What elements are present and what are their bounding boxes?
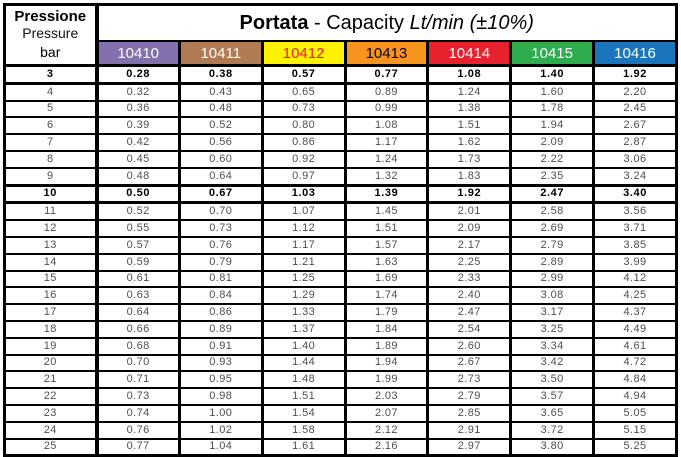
capacity-value: 3.65 (511, 405, 594, 422)
table-row (5, 237, 677, 254)
capacity-value: 1.29 (262, 287, 345, 304)
pressure-value: 9 (5, 168, 97, 185)
capacity-value: 1.92 (428, 185, 511, 203)
table-row (5, 371, 677, 388)
capacity-value: 3.40 (594, 185, 677, 203)
capacity-value: 0.70 (97, 355, 180, 372)
pressure-value: 10 (5, 185, 97, 203)
capacity-value: 0.55 (97, 220, 180, 237)
capacity-value: 2.17 (428, 237, 511, 254)
capacity-value: 0.64 (97, 304, 180, 321)
capacity-value: 1.73 (428, 151, 511, 168)
capacity-value: 1.37 (262, 321, 345, 338)
capacity-value: 0.99 (345, 101, 428, 118)
table-row (5, 101, 677, 118)
capacity-value: 0.93 (179, 355, 262, 372)
capacity-value: 2.20 (594, 83, 677, 100)
capacity-value: 1.24 (428, 83, 511, 100)
table-row (5, 203, 677, 220)
capacity-value: 0.76 (179, 237, 262, 254)
capacity-value: 3.85 (594, 237, 677, 254)
capacity-value: 1.89 (345, 338, 428, 355)
pressure-unit-label: bar (40, 44, 61, 60)
pressure-label-italian: Pressione (14, 8, 87, 25)
column-header-10413: 10413 (345, 41, 428, 65)
table-row (5, 304, 677, 321)
pressure-value: 25 (5, 439, 97, 456)
table-title (97, 5, 677, 42)
capacity-value: 2.33 (428, 271, 511, 288)
column-header-10414: 10414 (428, 41, 511, 65)
capacity-value: 0.65 (262, 83, 345, 100)
capacity-value: 0.64 (179, 168, 262, 185)
capacity-value: 0.28 (97, 66, 180, 84)
table-row (5, 134, 677, 151)
table-row (5, 287, 677, 304)
capacity-value: 3.24 (594, 168, 677, 185)
capacity-value: 1.24 (345, 151, 428, 168)
capacity-value: 1.61 (262, 439, 345, 456)
capacity-value: 0.71 (97, 371, 180, 388)
capacity-value: 1.03 (262, 185, 345, 203)
capacity-value: 3.06 (594, 151, 677, 168)
capacity-value: 2.99 (511, 271, 594, 288)
capacity-value: 0.59 (97, 254, 180, 271)
capacity-value: 1.84 (345, 321, 428, 338)
capacity-value: 4.72 (594, 355, 677, 372)
capacity-value: 1.94 (345, 355, 428, 372)
table-title-italic: Lt/min (±10%) (409, 11, 534, 34)
capacity-value: 1.32 (345, 168, 428, 185)
pressure-value: 24 (5, 422, 97, 439)
pressure-value: 5 (5, 101, 97, 118)
capacity-value: 1.17 (262, 237, 345, 254)
capacity-value: 2.09 (511, 134, 594, 151)
capacity-value: 0.67 (179, 185, 262, 203)
column-header-10415: 10415 (511, 41, 594, 65)
capacity-value: 2.09 (428, 220, 511, 237)
pressure-value: 7 (5, 134, 97, 151)
capacity-value: 2.45 (594, 101, 677, 118)
capacity-value: 1.38 (428, 101, 511, 118)
capacity-value: 2.85 (428, 405, 511, 422)
pressure-value: 19 (5, 338, 97, 355)
table-row (5, 355, 677, 372)
capacity-value: 1.83 (428, 168, 511, 185)
capacity-value: 2.79 (511, 237, 594, 254)
capacity-value: 0.61 (97, 271, 180, 288)
capacity-value: 3.17 (511, 304, 594, 321)
capacity-value: 1.40 (511, 66, 594, 84)
capacity-value: 0.39 (97, 117, 180, 134)
capacity-value: 0.68 (97, 338, 180, 355)
capacity-value: 3.34 (511, 338, 594, 355)
capacity-value: 1.12 (262, 220, 345, 237)
capacity-value: 2.60 (428, 338, 511, 355)
capacity-value: 2.69 (511, 220, 594, 237)
table-row (5, 422, 677, 439)
capacity-value: 2.47 (428, 304, 511, 321)
capacity-value: 2.89 (511, 254, 594, 271)
pressure-value: 18 (5, 321, 97, 338)
capacity-value: 2.58 (511, 203, 594, 220)
table-row (5, 254, 677, 271)
column-header-10410: 10410 (97, 41, 180, 65)
pressure-value: 6 (5, 117, 97, 134)
capacity-value: 1.39 (345, 185, 428, 203)
pressure-value: 15 (5, 271, 97, 288)
capacity-value: 0.77 (345, 66, 428, 84)
table-row (5, 117, 677, 134)
capacity-value: 0.86 (179, 304, 262, 321)
capacity-value: 0.43 (179, 83, 262, 100)
capacity-value: 0.36 (97, 101, 180, 118)
capacity-value: 0.77 (97, 439, 180, 456)
capacity-value: 1.58 (262, 422, 345, 439)
pressure-value: 22 (5, 388, 97, 405)
table-row (5, 151, 677, 168)
column-header-row (5, 41, 677, 65)
capacity-value: 0.63 (97, 287, 180, 304)
table-body (5, 66, 677, 456)
capacity-value: 1.79 (345, 304, 428, 321)
pressure-value: 14 (5, 254, 97, 271)
capacity-value: 1.74 (345, 287, 428, 304)
capacity-value: 0.73 (179, 220, 262, 237)
capacity-value: 2.87 (594, 134, 677, 151)
capacity-value: 0.56 (179, 134, 262, 151)
pressure-value: 3 (5, 66, 97, 84)
column-header-10412: 10412 (262, 41, 345, 65)
capacity-value: 0.91 (179, 338, 262, 355)
capacity-value: 1.92 (594, 66, 677, 84)
capacity-value: 3.42 (511, 355, 594, 372)
capacity-value: 0.73 (262, 101, 345, 118)
capacity-value: 0.81 (179, 271, 262, 288)
capacity-value: 1.21 (262, 254, 345, 271)
capacity-value: 2.01 (428, 203, 511, 220)
capacity-value: 3.99 (594, 254, 677, 271)
capacity-value: 0.52 (97, 203, 180, 220)
pressure-header-cell (5, 5, 97, 66)
capacity-value: 0.70 (179, 203, 262, 220)
table-title-bold: Portata (239, 11, 309, 34)
capacity-value: 1.62 (428, 134, 511, 151)
capacity-value: 0.48 (97, 168, 180, 185)
capacity-value: 3.71 (594, 220, 677, 237)
capacity-value: 3.57 (511, 388, 594, 405)
capacity-value: 3.25 (511, 321, 594, 338)
capacity-value: 1.40 (262, 338, 345, 355)
capacity-value: 0.57 (97, 237, 180, 254)
pressure-value: 11 (5, 203, 97, 220)
capacity-value: 2.07 (345, 405, 428, 422)
capacity-value: 1.17 (345, 134, 428, 151)
table-row (5, 168, 677, 185)
capacity-value: 4.25 (594, 287, 677, 304)
pressure-labels (6, 9, 95, 41)
table-row (5, 321, 677, 338)
pressure-value: 17 (5, 304, 97, 321)
capacity-value: 1.51 (345, 220, 428, 237)
capacity-value: 1.45 (345, 203, 428, 220)
capacity-value: 2.79 (428, 388, 511, 405)
capacity-value: 2.22 (511, 151, 594, 168)
capacity-value: 3.72 (511, 422, 594, 439)
table-row (5, 185, 677, 203)
capacity-value: 3.50 (511, 371, 594, 388)
capacity-value: 5.25 (594, 439, 677, 456)
table-row (5, 220, 677, 237)
pressure-value: 16 (5, 287, 97, 304)
capacity-value: 3.80 (511, 439, 594, 456)
capacity-value: 5.05 (594, 405, 677, 422)
capacity-value: 2.12 (345, 422, 428, 439)
table-title-mid: - Capacity (308, 11, 410, 34)
capacity-value: 2.47 (511, 185, 594, 203)
capacity-value: 1.25 (262, 271, 345, 288)
capacity-value: 2.67 (428, 355, 511, 372)
column-header-10411: 10411 (179, 41, 262, 65)
capacity-value: 1.08 (428, 66, 511, 84)
capacity-value: 2.16 (345, 439, 428, 456)
pressure-value: 4 (5, 83, 97, 100)
capacity-value: 0.89 (345, 83, 428, 100)
table-row (5, 271, 677, 288)
table-row (5, 338, 677, 355)
capacity-value: 1.51 (262, 388, 345, 405)
column-header-10416: 10416 (594, 41, 677, 65)
capacity-value: 0.42 (97, 134, 180, 151)
table-header (5, 5, 677, 66)
capacity-value: 2.25 (428, 254, 511, 271)
table-row (5, 405, 677, 422)
capacity-value: 1.04 (179, 439, 262, 456)
capacity-value: 0.84 (179, 287, 262, 304)
capacity-value: 0.45 (97, 151, 180, 168)
pressure-value: 23 (5, 405, 97, 422)
capacity-value: 1.51 (428, 117, 511, 134)
pressure-value: 21 (5, 371, 97, 388)
capacity-value: 1.08 (345, 117, 428, 134)
capacity-value: 0.74 (97, 405, 180, 422)
capacity-value: 1.63 (345, 254, 428, 271)
capacity-value: 0.60 (179, 151, 262, 168)
capacity-value: 2.54 (428, 321, 511, 338)
capacity-value: 1.78 (511, 101, 594, 118)
capacity-value: 1.54 (262, 405, 345, 422)
capacity-value: 1.60 (511, 83, 594, 100)
capacity-value: 4.37 (594, 304, 677, 321)
capacity-value: 4.12 (594, 271, 677, 288)
capacity-value: 3.08 (511, 287, 594, 304)
capacity-value: 1.44 (262, 355, 345, 372)
capacity-value: 0.38 (179, 66, 262, 84)
capacity-value: 5.15 (594, 422, 677, 439)
capacity-value: 2.73 (428, 371, 511, 388)
pressure-value: 20 (5, 355, 97, 372)
capacity-value: 1.57 (345, 237, 428, 254)
table-row (5, 66, 677, 84)
capacity-value: 2.40 (428, 287, 511, 304)
capacity-value: 0.79 (179, 254, 262, 271)
capacity-value: 1.07 (262, 203, 345, 220)
capacity-value: 0.80 (262, 117, 345, 134)
capacity-value: 4.61 (594, 338, 677, 355)
table-row (5, 388, 677, 405)
capacity-value: 0.86 (262, 134, 345, 151)
capacity-value: 4.84 (594, 371, 677, 388)
pressure-value: 12 (5, 220, 97, 237)
capacity-value: 0.98 (179, 388, 262, 405)
capacity-value: 1.94 (511, 117, 594, 134)
capacity-value: 2.97 (428, 439, 511, 456)
capacity-value: 2.91 (428, 422, 511, 439)
capacity-value: 0.50 (97, 185, 180, 203)
capacity-value: 1.02 (179, 422, 262, 439)
capacity-value: 4.49 (594, 321, 677, 338)
table-row (5, 83, 677, 100)
capacity-value: 2.67 (594, 117, 677, 134)
capacity-value: 3.56 (594, 203, 677, 220)
capacity-value: 4.94 (594, 388, 677, 405)
capacity-value: 2.35 (511, 168, 594, 185)
pressure-header-inner (6, 6, 95, 64)
capacity-value: 0.97 (262, 168, 345, 185)
capacity-value: 0.73 (97, 388, 180, 405)
capacity-value: 0.48 (179, 101, 262, 118)
capacity-value: 0.76 (97, 422, 180, 439)
title-row (5, 5, 677, 42)
capacity-value: 0.89 (179, 321, 262, 338)
table-row (5, 439, 677, 456)
capacity-value: 1.48 (262, 371, 345, 388)
capacity-value: 0.66 (97, 321, 180, 338)
capacity-value: 0.92 (262, 151, 345, 168)
capacity-value: 1.33 (262, 304, 345, 321)
capacity-value: 0.95 (179, 371, 262, 388)
capacity-value: 1.00 (179, 405, 262, 422)
capacity-value: 1.99 (345, 371, 428, 388)
capacity-value: 1.69 (345, 271, 428, 288)
pressure-label-english: Pressure (22, 24, 79, 41)
capacity-value: 0.32 (97, 83, 180, 100)
capacity-value: 0.57 (262, 66, 345, 84)
pressure-value: 13 (5, 237, 97, 254)
capacity-value: 0.52 (179, 117, 262, 134)
pressure-value: 8 (5, 151, 97, 168)
capacity-table (3, 3, 678, 457)
capacity-value: 2.03 (345, 388, 428, 405)
